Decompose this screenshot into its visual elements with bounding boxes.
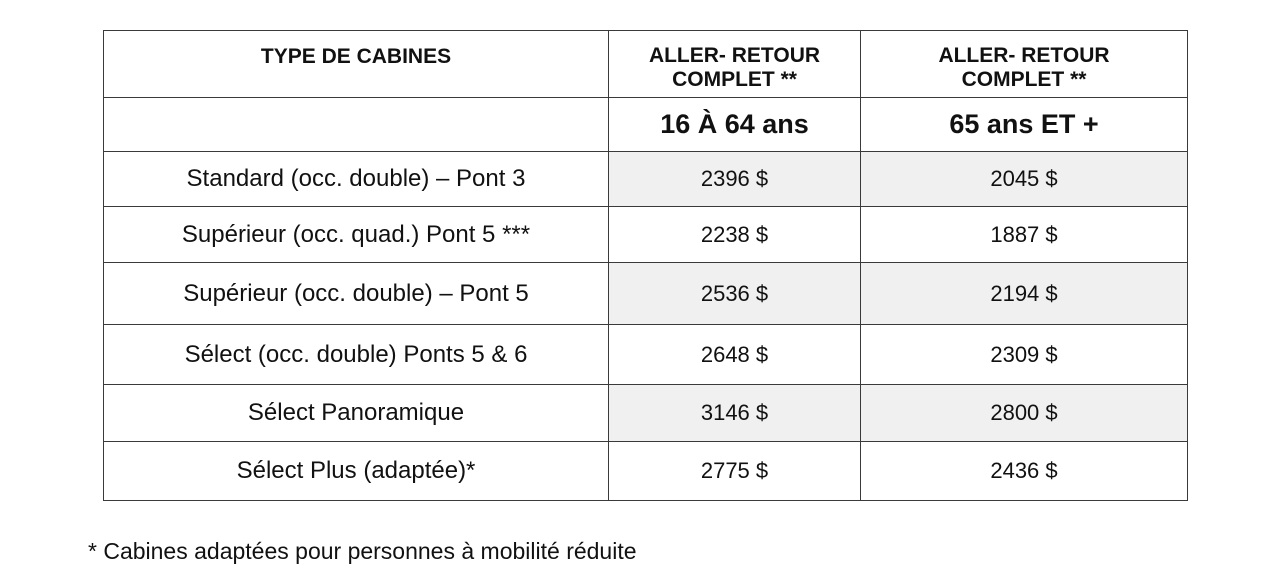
cabin-type-cell: Standard (occ. double) – Pont 3 xyxy=(104,152,609,207)
empty-cell xyxy=(104,98,609,152)
table-row xyxy=(104,325,1188,385)
table-row xyxy=(104,263,1188,325)
price-65-plus-cell: 2045 $ xyxy=(861,152,1188,207)
price-16-64-cell: 2775 $ xyxy=(609,442,861,501)
price-16-64-cell: 3146 $ xyxy=(609,385,861,442)
price-16-64-cell: 2536 $ xyxy=(609,263,861,325)
age-group-65-plus: 65 ans ET + xyxy=(861,98,1188,152)
table-header-row xyxy=(104,31,1188,98)
round-trip-header-16-64 xyxy=(609,31,861,98)
cabin-type-header: TYPE DE CABINES xyxy=(104,31,609,98)
header-line: ALLER- RETOUR xyxy=(938,44,1110,67)
header-line: ALLER- RETOUR xyxy=(648,44,821,67)
cabin-type-cell: Sélect Panoramique xyxy=(104,385,609,442)
price-65-plus-cell: 2194 $ xyxy=(861,263,1188,325)
table-row xyxy=(104,152,1188,207)
footnote: * Cabines adaptées pour personnes à mobilité réduite xyxy=(88,538,637,564)
cabin-type-cell: Sélect Plus (adaptée)* xyxy=(104,442,609,501)
cabin-type-cell: Supérieur (occ. double) – Pont 5 xyxy=(104,263,609,325)
age-group-16-64: 16 À 64 ans xyxy=(609,98,861,152)
header-line: COMPLET ** xyxy=(961,68,1087,91)
price-65-plus-cell: 1887 $ xyxy=(861,207,1188,263)
price-65-plus-cell: 2800 $ xyxy=(861,385,1188,442)
price-65-plus-cell: 2436 $ xyxy=(861,442,1188,501)
table-row xyxy=(104,207,1188,263)
table-row xyxy=(104,442,1188,501)
age-group-row xyxy=(104,98,1188,152)
price-16-64-cell: 2238 $ xyxy=(609,207,861,263)
round-trip-header-65-plus xyxy=(861,31,1188,98)
price-65-plus-cell: 2309 $ xyxy=(861,325,1188,385)
table-row xyxy=(104,385,1188,442)
cabin-type-cell: Sélect (occ. double) Ponts 5 & 6 xyxy=(104,325,609,385)
header-line: COMPLET ** xyxy=(672,68,797,91)
cabin-price-table xyxy=(103,30,1188,501)
price-16-64-cell: 2396 $ xyxy=(609,152,861,207)
price-16-64-cell: 2648 $ xyxy=(609,325,861,385)
cabin-type-cell: Supérieur (occ. quad.) Pont 5 *** xyxy=(104,207,609,263)
